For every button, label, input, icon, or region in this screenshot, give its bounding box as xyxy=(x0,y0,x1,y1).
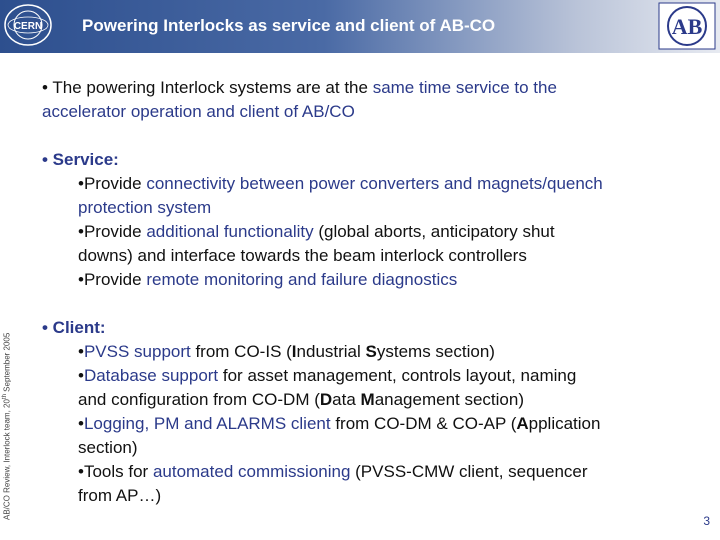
service-item-3: •Provide remote monitoring and failure diagnostics xyxy=(78,270,458,289)
service-item-1: •Provide connectivity between power converters and magnets/quench xyxy=(78,174,603,193)
slide-header xyxy=(0,0,720,53)
client-item-2-cont: and configuration from CO-DM (Data Management section) xyxy=(78,390,525,409)
footer-rotated-text: AB/CO Review, Interlock team, 20th September 2005 xyxy=(2,332,12,520)
client-item-3: •Logging, PM and ALARMS client from CO-DM & CO-AP (Application xyxy=(78,414,601,433)
intro-line-2: accelerator operation and client of AB/CO xyxy=(42,102,355,121)
service-item-1-cont: protection system xyxy=(78,198,212,217)
svg-text:AB: AB xyxy=(671,14,703,39)
client-item-2: •Database support for asset management, controls layout, naming xyxy=(78,366,577,385)
cern-logo xyxy=(3,3,53,48)
service-item-2: •Provide additional functionality (global aborts, anticipatory shut xyxy=(78,222,555,241)
service-item-2-cont: downs) and interface towards the beam interlock controllers xyxy=(78,246,527,265)
service-heading: • Service: xyxy=(42,150,119,169)
client-item-4: •Tools for automated commissioning (PVSS-CMW client, sequencer xyxy=(78,462,588,481)
client-item-1: •PVSS support from CO-IS (Industrial Systems section) xyxy=(78,342,495,361)
svg-text:CERN: CERN xyxy=(13,21,43,32)
page-number: 3 xyxy=(703,514,710,528)
client-item-3-cont: section) xyxy=(78,438,138,457)
slide-title: Powering Interlocks as service and client of AB-CO xyxy=(82,16,496,35)
client-heading: • Client: xyxy=(42,318,106,337)
ab-logo xyxy=(658,2,716,50)
intro-line-1: • The powering Interlock systems are at the same time service to the xyxy=(42,78,557,97)
client-item-4-cont: from AP…) xyxy=(78,486,162,505)
